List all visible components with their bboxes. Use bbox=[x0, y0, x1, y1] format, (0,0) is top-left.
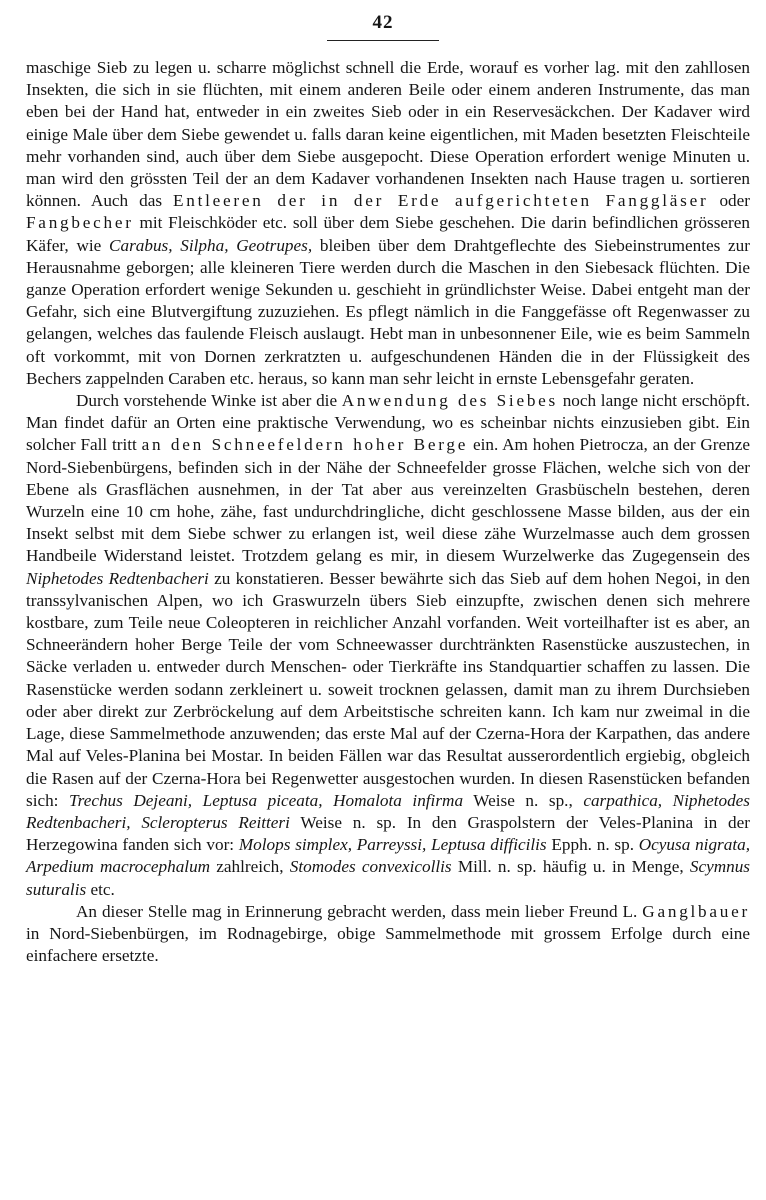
species-name: Ocyusa nigrata, Arpedium macrocephalum bbox=[26, 835, 750, 877]
page-number: 42 bbox=[372, 12, 394, 33]
text-run: Durch vorstehende Winke ist aber die bbox=[76, 391, 342, 411]
spaced-emphasis: Ganglbauer bbox=[642, 901, 750, 921]
text-run: bleiben über dem Drahtgeflechte des Siebeinstrumentes zur Herausnahme geborgen; alle kleineren Tiere werden durch die Maschen in den Siebesack flüchten. Die ganze Operation erfordert wenige Sekunden u. geschieht in gründlichster Weise. Dabei entgeht man der Gefahr, sich eine Blutvergiftung zuzuziehen. Es pflegt nämlich in die Fanggefässe oft Regenwasser zu gelangen, welches das faulende Fleisch auslaugt. Hebt man in unbesonnener Eile, wie es beim Sammeln oft vorkommt, mit von Dornen zerkratzten u. aufgeschundenen Händen die in der Flüssigkeit des Bechers zappelnden Caraben etc. heraus, so kann man sehr leicht in ernste Lebensgefahr geraten. bbox=[26, 235, 750, 388]
text-run: maschige Sieb zu legen u. scharre möglichst schnell die Erde, worauf es vorher lag. mit den zahllosen Insekten, die sich in sie flüchten, mit einem anderen Beile oder einem anderen Instrumente, das man eben bei der Hand hat, entweder in ein zweites Sieb oder in ein Reservesäckchen. Der Kadaver wird einige Male über dem Siebe gewendet u. falls daran keine eigentlichen, mit Maden besetzten Fleischteile mehr vorhanden sind, auch über dem Siebe ausgepocht. Diese Operation erfordert wenige Minuten u. man wird den grössten Teil der an dem Kadaver vorhandenen Insekten nach Hause tragen u. sortieren können. Auch das bbox=[26, 58, 750, 211]
species-name: Carabus, Silpha, Geotrupes, bbox=[109, 235, 313, 255]
text-run: Mill. n. sp. häufig u. in Menge, bbox=[451, 857, 690, 877]
species-name: Molops simplex, Parreyssi, Leptusa difficilis bbox=[238, 835, 547, 855]
species-name: Scymnus suturalis bbox=[26, 857, 750, 899]
spaced-emphasis: Fangbecher bbox=[26, 213, 134, 233]
text-run: zu konstatieren. Besser bewährte sich das Sieb auf dem hohen Negoi, in den transsylvanischen Alpen, wo ich Graswurzeln übers Sieb einzupfte, zwischen denen sich mehrere kostbare, zum Teile neue Coleopteren in reichlicher Anzahl vorfanden. Weit vorteilhafter ist es aber, an Schneerändern hoher Berge Teile der vom Schneewasser durchtränkten Rasenstücke auszustechen, in Säcke verladen u. entweder durch Menschen- oder Tierkräfte ins Standquartier schaffen zu lassen. Die Rasenstücke werden sodann zerkleinert u. soweit trocknen gelassen, damit man zu ihrem Durchsieben oder aber direkt zur Zerbröckelung auf dem Arbeitstische schreiten kann. Ich kam nur zweimal in die Lage, diese Sammelmethode anzuwenden; das erste Mal auf der Czerna-Hora der Karpathen, das andere Mal auf Veles-Planina bei Mostar. In beiden Fällen war das Resultat ausserordentlich ergiebig, obgleich die Rasen auf der Czerna-Hora bei Regenwetter ausgestochen wurden. In diesen Rasenstücken befanden sich: bbox=[26, 568, 750, 810]
paragraph bbox=[26, 57, 750, 390]
text-run: Epph. n. sp. bbox=[546, 835, 639, 855]
species-name: carpathica, Niphetodes Redtenbacheri, Scleropterus Reitteri bbox=[26, 790, 750, 832]
spaced-emphasis: Entleeren der in der Erde aufgerichteten Fanggläser bbox=[173, 191, 709, 211]
paragraph bbox=[26, 390, 750, 901]
paragraph bbox=[26, 901, 750, 968]
body-text bbox=[26, 57, 750, 967]
species-name: Niphetodes Redtenbacheri bbox=[26, 568, 209, 588]
spaced-emphasis: Anwendung des Siebes bbox=[341, 391, 558, 411]
text-run: oder bbox=[708, 191, 750, 211]
text-run: Weise n. sp. In den Graspolstern der Veles-Planina in der Herzegowina fanden sich vor: bbox=[26, 812, 751, 855]
spaced-emphasis: an den Schneefeldern hoher Berge bbox=[141, 435, 469, 455]
text-run: An dieser Stelle mag in Erinnerung gebracht werden, dass mein lieber Freund L. bbox=[76, 901, 643, 921]
text-run: ein. Am hohen Pietrocza, an der Grenze Nord-Siebenbürgens, befinden sich in der Nähe der Schneefelder grosse Flächen, welche sich von der Ebene als Grasflächen ausnehmen, in der Tat aber aus vereinzelten Grasbüscheln bestehen, deren Wurzeln eine 10 cm hohe, zähe, fast undurchdringliche, dicht geschlossene Masse bilden, aus der ein Insekt selbst mit dem Siebe schwer zu erlangen ist, weil diese zähe Wurzelmasse auch dem grossen Handbeile Widerstand leistet. Trotzdem gelang es mir, in diesem Wurzelwerke das Zugegensein des bbox=[26, 435, 750, 566]
text-run: in Nord-Siebenbürgen, im Rodnagebirge, obige Sammelmethode mit grossem Erfolge durch eine einfachere ersetzte. bbox=[26, 923, 750, 966]
text-run: zahlreich, bbox=[210, 857, 290, 877]
species-name: Stomodes convexicollis bbox=[289, 857, 452, 877]
header-rule bbox=[327, 40, 439, 41]
text-run: Weise n. sp., bbox=[463, 790, 584, 810]
species-name: Trechus Dejeani, Leptusa piceata, Homalota infirma bbox=[69, 790, 464, 810]
text-run: mit Fleischköder etc. soll über dem Siebe geschehen. Die darin befindlichen grösseren Käfer, wie bbox=[26, 213, 750, 255]
text-run: noch lange nicht erschöpft. Man findet dafür an Orten eine praktische Verwendung, wo es scheinbar nichts einzusieben gibt. Ein solcher Fall tritt bbox=[26, 391, 751, 455]
text-run: etc. bbox=[86, 879, 115, 899]
